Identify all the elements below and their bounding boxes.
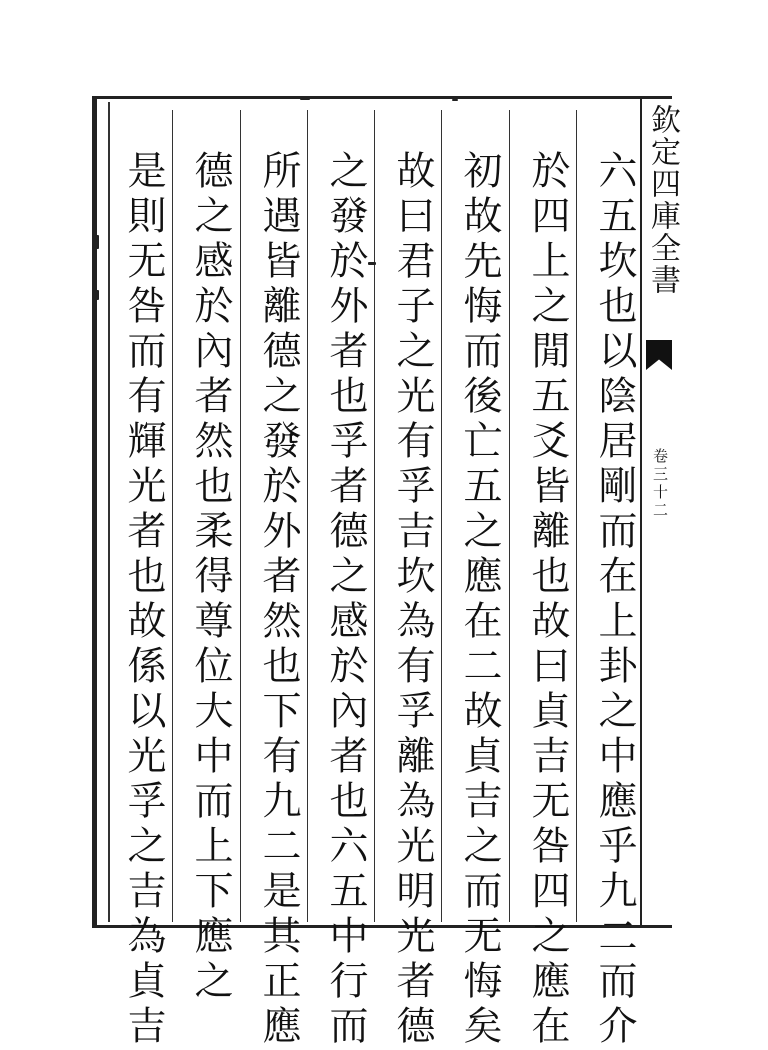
book-title: 欽定四庫全書 bbox=[645, 104, 680, 296]
column-divider bbox=[509, 110, 510, 922]
text-column-1: 六五坎也以陰居剛而在上卦之中應乎九二而介 bbox=[592, 150, 637, 1050]
scan-speck bbox=[96, 235, 99, 249]
scan-speck bbox=[96, 290, 99, 300]
scan-speck bbox=[300, 98, 310, 100]
inner-border-rule bbox=[108, 102, 110, 922]
text-column-3: 初故先悔而後亡五之應在二故貞吉之而无悔矣 bbox=[457, 150, 502, 1050]
scan-speck bbox=[452, 99, 458, 101]
volume-label: 卷三十二 bbox=[651, 448, 669, 520]
text-column-2: 於四上之閒五爻皆離也故曰貞吉无咎四之應在 bbox=[525, 150, 570, 1050]
text-column-7: 德之感於內者然也柔得尊位大中而上下應之 bbox=[188, 150, 233, 1005]
text-column-8: 是則无咎而有輝光者也故係以光孚之吉為貞吉 bbox=[121, 150, 166, 1050]
text-column-6: 所遇皆離德之發於外者然也下有九二是其正應 bbox=[256, 150, 301, 1050]
text-column-5: 之發於外者也孚者德之感於內者也六五中行而 bbox=[323, 150, 368, 1050]
scan-speck bbox=[368, 262, 376, 265]
text-column-4: 故曰君子之光有孚吉坎為有孚離為光明光者德 bbox=[390, 150, 435, 1050]
column-divider bbox=[240, 110, 241, 922]
